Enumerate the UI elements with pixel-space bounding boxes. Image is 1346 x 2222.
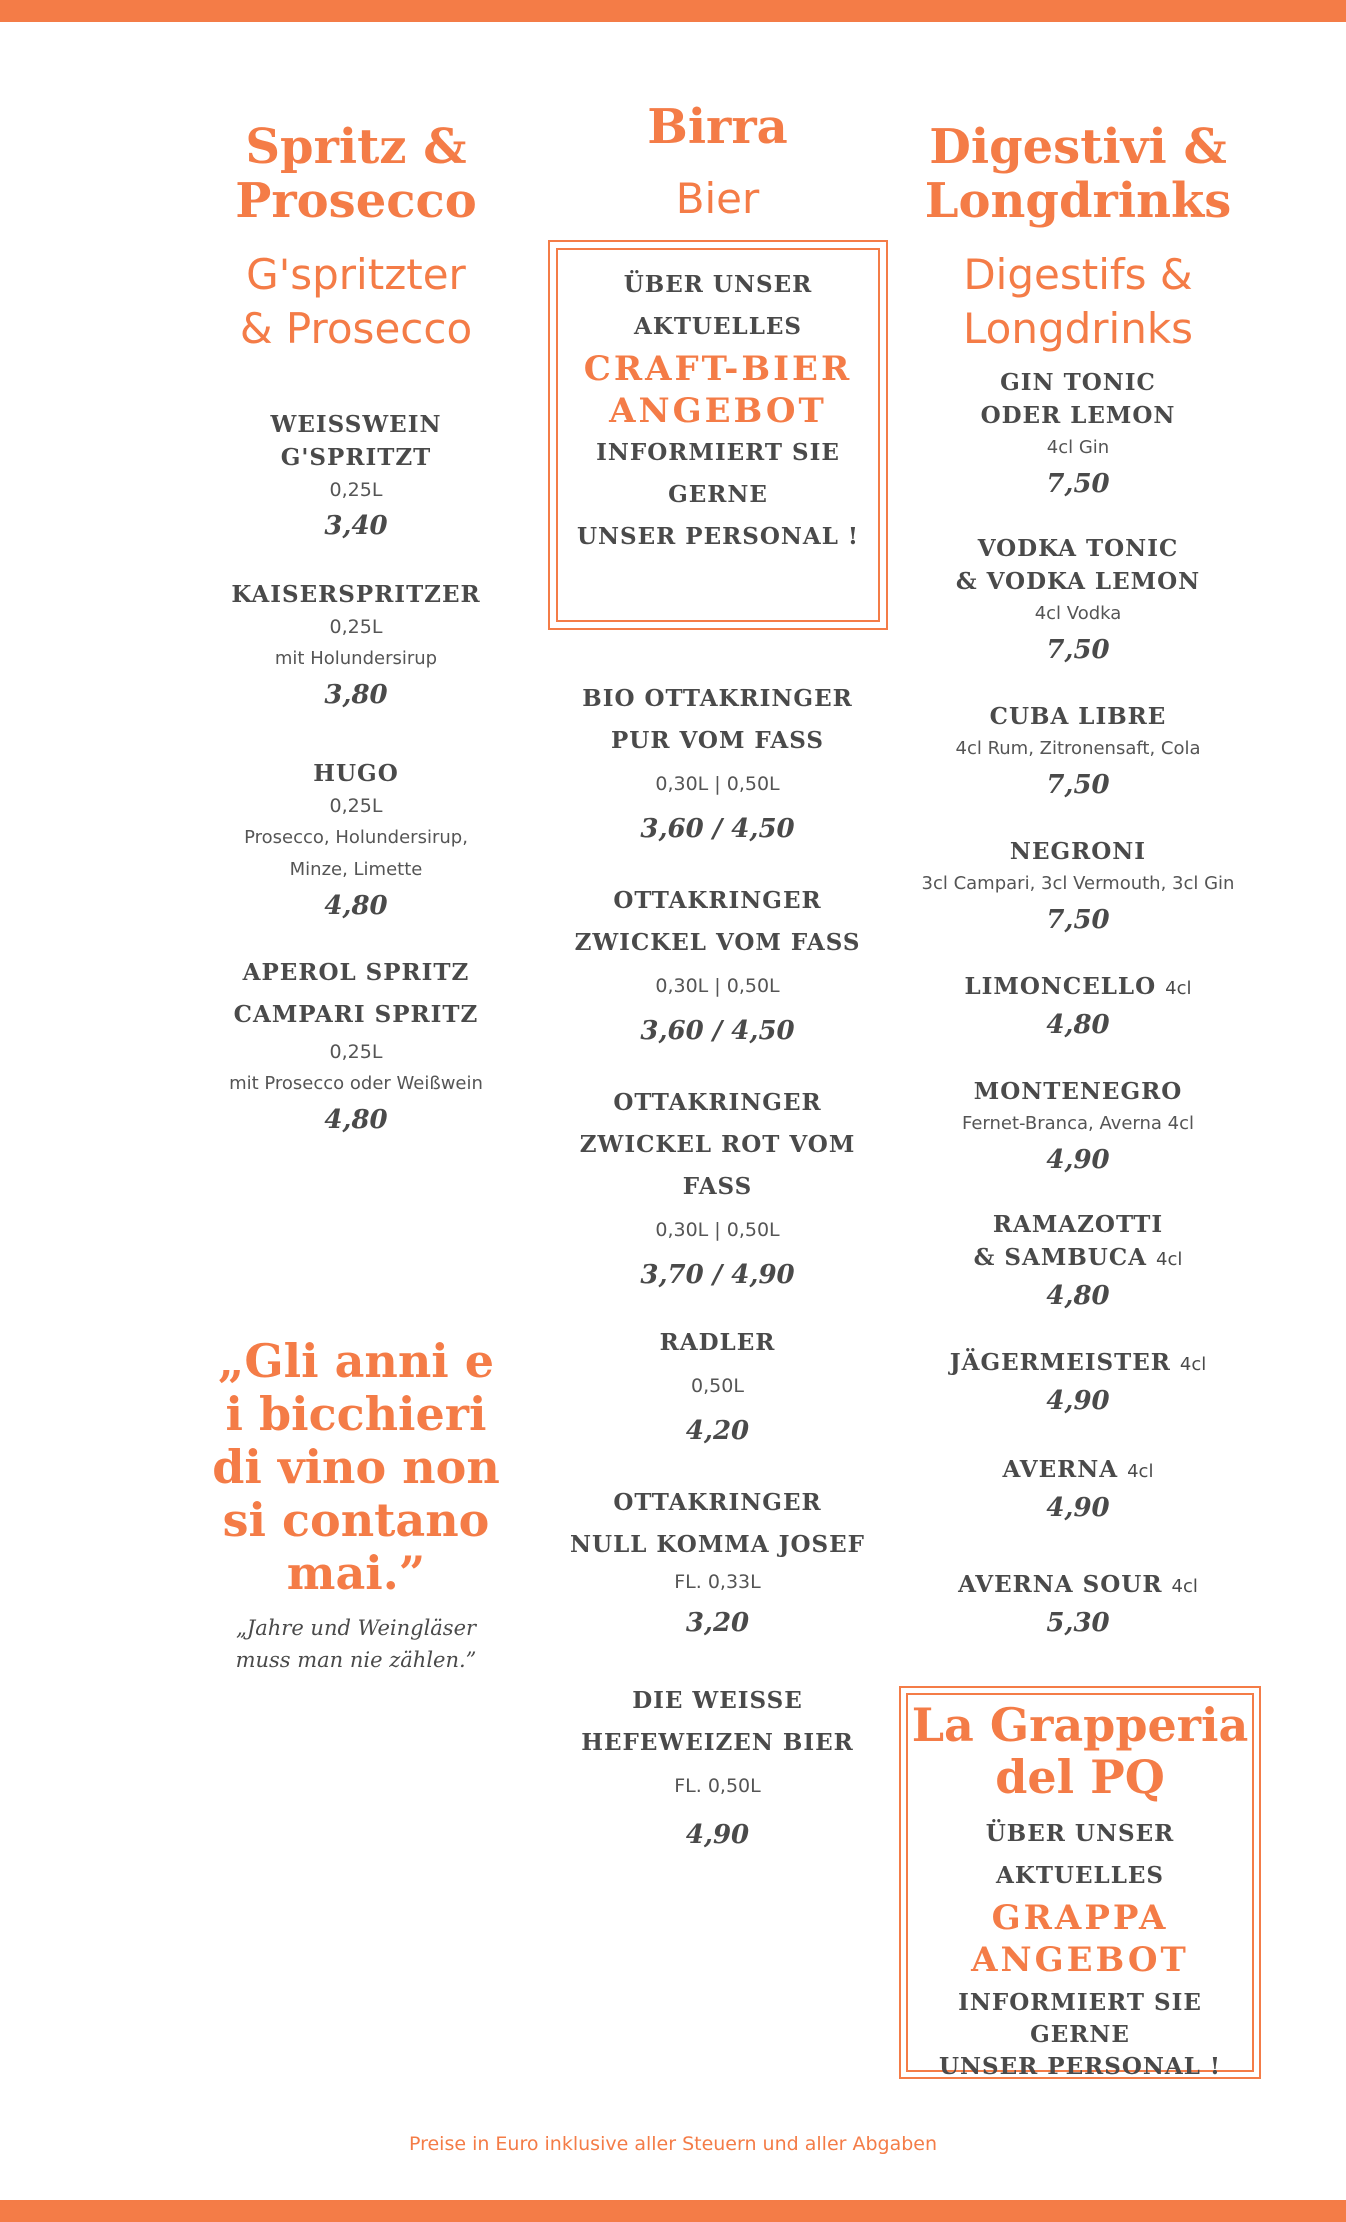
item-size: 0,30L | 0,50L [655, 1219, 780, 1241]
craft-beer-highlight: CRAFT-BIER [583, 349, 853, 389]
item-price: 4,20 [685, 1416, 750, 1446]
bottom-accent-bar [0, 2200, 1346, 2222]
item-note: mit Prosecco oder Weißwein [229, 1073, 483, 1094]
item-name: NULL KOMMA JOSEF [570, 1531, 865, 1558]
menu-item [545, 1482, 890, 1648]
item-name: CUBA LIBRE [989, 703, 1167, 730]
item-unit: 4cl [1165, 978, 1192, 999]
item-price: 4,80 [324, 1105, 388, 1135]
menu-item [196, 578, 516, 715]
section-subtitle: Digestifs & Longdrinks [962, 250, 1194, 353]
item-price: 7,50 [1046, 770, 1110, 800]
grappa-highlight: GRAPPA [991, 1898, 1169, 1938]
item-name: PUR VOM FASS [611, 727, 824, 754]
item-name: CAMPARI SPRITZ [233, 1001, 479, 1028]
item-price: 3,60 / 4,50 [640, 814, 795, 844]
item-name: HEFEWEIZEN BIER [581, 1729, 854, 1756]
item-name: ODER LEMON [980, 402, 1176, 429]
item-name: OTTAKRINGER [613, 887, 822, 914]
menu-item [918, 1208, 1238, 1316]
item-price: 3,60 / 4,50 [640, 1016, 795, 1046]
craft-beer-box: ÜBER UNSER AKTUELLES CRAFT-BIER ANGEBOT INFORMIERT SIE GERNE UNSER PERSONAL ! [556, 248, 880, 622]
item-price: 4,90 [1046, 1145, 1110, 1175]
beer-list [545, 678, 890, 1862]
item-price: 7,50 [1046, 635, 1110, 665]
grappa-title: La Grapperia del PQ [911, 1698, 1249, 1804]
menu-item [918, 835, 1238, 940]
top-accent-bar [0, 0, 1346, 22]
item-name: WEISSWEIN G'SPRITZT [270, 411, 442, 471]
item-size: 0,30L | 0,50L [655, 773, 780, 795]
item-name: BIO OTTAKRINGER [582, 685, 853, 712]
menu-item [545, 880, 890, 1054]
menu-item [918, 1346, 1238, 1421]
quote-translation: „Jahre und Weingläser muss man nie zählen.” [235, 1616, 477, 1672]
item-price: 4,80 [324, 891, 388, 921]
item-name: & SAMBUCA 4cl [973, 1244, 1183, 1271]
item-price: 4,80 [1046, 1281, 1110, 1311]
item-size: 0,25L [329, 479, 383, 501]
menu-item [918, 366, 1238, 504]
item-price: 4,90 [1046, 1386, 1110, 1416]
item-name: DIE WEISSE [632, 1687, 803, 1714]
item-size: 0,30L | 0,50L [655, 975, 780, 997]
menu-item [545, 1082, 890, 1298]
quote-text: „Gli anni e i bicchieri di vino non si contano mai.” [212, 1334, 500, 1600]
item-price: 4,80 [1046, 1010, 1110, 1040]
item-name: KAISERSPRITZER [231, 581, 481, 608]
item-size: 0,25L [329, 795, 383, 817]
item-unit: 4cl [1127, 1461, 1154, 1482]
menu-item [545, 678, 890, 852]
quote-block [196, 1335, 516, 1676]
menu-item [918, 970, 1238, 1045]
section-title: Spritz & Prosecco [235, 119, 477, 229]
digestivi-section [918, 120, 1238, 1643]
item-price: 4,90 [1046, 1493, 1110, 1523]
item-name: RADLER [659, 1329, 776, 1356]
menu-item [196, 408, 516, 546]
menu-item [545, 1322, 890, 1454]
item-name: AVERNA 4cl [1002, 1456, 1154, 1483]
item-name: LIMONCELLO 4cl [964, 973, 1192, 1000]
item-name: JÄGERMEISTER 4cl [949, 1349, 1207, 1376]
item-price: 3,40 [324, 511, 388, 541]
section-subtitle: Bier [675, 174, 760, 223]
item-size: 0,25L [329, 1041, 383, 1063]
item-name: GIN TONIC [1000, 369, 1156, 396]
item-price: 7,50 [1046, 905, 1110, 935]
item-price: 3,20 [685, 1608, 750, 1638]
item-unit: 4cl [1156, 1249, 1183, 1270]
section-subtitle: G'spritzter & Prosecco [239, 250, 473, 353]
item-unit: 4cl [1171, 1576, 1198, 1597]
item-name: APEROL SPRITZ [242, 959, 470, 986]
item-price: 4,90 [685, 1820, 750, 1850]
menu-item [918, 532, 1238, 670]
menu-item [918, 1453, 1238, 1528]
spritz-prosecco-section [196, 120, 516, 1140]
menu-item [918, 1075, 1238, 1180]
menu-item [196, 952, 516, 1140]
item-name: ZWICKEL ROT VOM FASS [579, 1131, 856, 1200]
item-price: 3,70 / 4,90 [640, 1260, 795, 1290]
item-name: ZWICKEL VOM FASS [574, 929, 861, 956]
item-name: RAMAZOTTI [992, 1211, 1164, 1238]
item-size: 0,50L [691, 1375, 744, 1397]
menu-item [545, 1680, 890, 1862]
item-price: 3,80 [324, 680, 388, 710]
menu-item [196, 757, 516, 926]
item-note: Minze, Limette [289, 859, 423, 880]
menu-item [918, 700, 1238, 805]
item-name: MONTENEGRO [973, 1078, 1183, 1105]
birra-section [545, 100, 890, 226]
item-note: 4cl Vodka [1034, 603, 1122, 624]
menu-item [918, 1568, 1238, 1643]
item-price: 5,30 [1046, 1608, 1110, 1638]
item-note: mit Holundersirup [274, 648, 438, 669]
price-footnote: Preise in Euro inklusive aller Steuern und aller Abgaben [408, 2133, 938, 2155]
item-size: FL. 0,50L [674, 1775, 761, 1797]
item-note: Fernet-Branca, Averna 4cl [961, 1113, 1195, 1134]
section-title: Digestivi & Longdrinks [924, 119, 1232, 229]
item-name: NEGRONI [1009, 838, 1147, 865]
item-note: 3cl Campari, 3cl Vermouth, 3cl Gin [921, 873, 1235, 894]
item-name: OTTAKRINGER [613, 1089, 822, 1116]
item-note: 4cl Rum, Zitronensaft, Cola [955, 738, 1201, 759]
item-unit: 4cl [1179, 1354, 1207, 1375]
grappa-box: La Grapperia del PQ ÜBER UNSER AKTUELLES GRAPPA ANGEBOT INFORMIERT SIE GERNE UNSER PERSONAL ! [906, 1693, 1254, 2072]
item-name: AVERNA SOUR 4cl [958, 1571, 1198, 1598]
item-name: HUGO [313, 760, 399, 787]
item-size: 0,25L [329, 616, 383, 638]
grappa-highlight: ANGEBOT [971, 1940, 1189, 1980]
section-title: Birra [647, 99, 788, 155]
item-name: OTTAKRINGER [613, 1489, 822, 1516]
item-size: FL. 0,33L [674, 1571, 761, 1593]
item-price: 7,50 [1046, 469, 1110, 499]
craft-beer-highlight: ANGEBOT [609, 391, 827, 431]
item-name: VODKA TONIC [977, 535, 1179, 562]
item-note: Prosecco, Holundersirup, [244, 827, 468, 848]
item-note: 4cl Gin [1046, 437, 1110, 458]
item-name: & VODKA LEMON [955, 568, 1201, 595]
